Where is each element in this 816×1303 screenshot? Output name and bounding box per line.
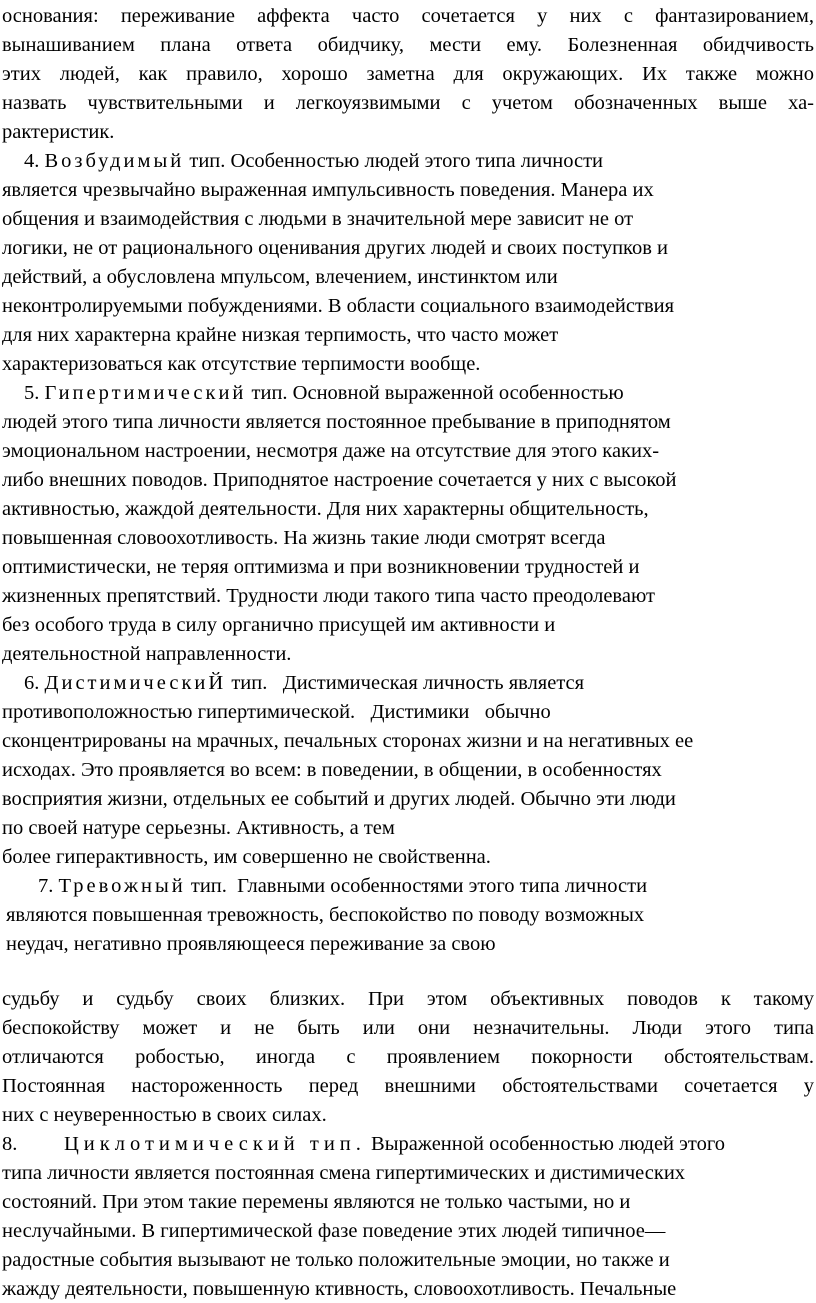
text-line: рактеристик.: [2, 121, 115, 143]
text-line: вынашиванием плана ответа обидчику, мести ему. Болезненная обидчивость: [2, 34, 814, 56]
text-line: эмоциональном настроении, несмотря даже на отсутствие для этого каких-: [2, 440, 660, 462]
section-heading-type-6: [24, 669, 584, 697]
text-line: людей этого типа личности является постоянное пребывание в приподнятом: [2, 411, 671, 433]
text-line: Постоянная настороженность перед внешними обстоятельствами сочетается у: [2, 1075, 814, 1097]
section-heading-type-7: [38, 872, 647, 900]
text-line: отличаются робостью, иногда с проявлением покорности обстоятельствам.: [2, 1046, 814, 1068]
heading-rest: тип. Дистимическая личность является: [226, 672, 585, 694]
text-line: действий, а обусловлена мпульсом, влечением, инстинктом или: [2, 266, 558, 288]
text-line: исходах. Это проявляется во всем: в поведении, в общении, в особенностях: [2, 759, 662, 781]
text-line: по своей натуре серьезны. Активность, а тем: [2, 817, 395, 839]
text-line: более гиперактивность, им совершенно не свойственна.: [2, 846, 491, 868]
text-line: неконтролируемыми побуждениями. В области социального взаимодействия: [2, 295, 675, 317]
text-line: основания: переживание аффекта часто сочетается у них с фантазированием,: [2, 5, 814, 27]
text-line: повышенная словоохотливость. На жизнь такие люди смотрят всегда: [2, 527, 606, 549]
text-line: является чрезвычайно выраженная импульсивность поведения. Манера их: [2, 179, 654, 201]
heading-rest: Выраженной особенностью людей этого: [365, 1133, 726, 1155]
type-name: Возбудимый: [44, 150, 185, 172]
text-line: сконцентрированы на мрачных, печальных сторонах жизни и на негативных ее: [2, 730, 694, 752]
text-line: либо внешних поводов. Приподнятое настроение сочетается у них с высокой: [2, 469, 677, 491]
type-name: Циклотимический тип.: [64, 1133, 366, 1155]
text-line: типа личности является постоянная смена гипертимических и дистимических: [2, 1162, 686, 1184]
section-number: 4.: [24, 150, 40, 172]
text-line: этих людей, как правило, хорошо заметна для окружающих. Их также можно: [2, 63, 814, 85]
section-heading-type-8: [2, 1130, 725, 1158]
text-line: для них характерна крайне низкая терпимость, что часто может: [2, 324, 559, 346]
text-line: противоположностью гипертимической. Дистимики обычно: [2, 701, 551, 723]
section-number: 6.: [24, 672, 40, 694]
text-line: являются повышенная тревожность, беспокойство по поводу возможных: [6, 904, 645, 926]
text-line: деятельностной направленности.: [2, 643, 292, 665]
text-line: радостные события вызывают не только положительные эмоции, но также и: [2, 1249, 670, 1271]
heading-rest: тип. Основной выраженной особенностью: [246, 382, 624, 404]
text-line: неслучайными. В гипертимической фазе поведение этих людей типичное—: [2, 1220, 666, 1242]
text-line: общения и взаимодействия с людьми в значительной мере зависит не от: [2, 208, 634, 230]
text-line: судьбу и судьбу своих близких. При этом объективных поводов к такому: [2, 988, 814, 1010]
section-number: 8.: [2, 1133, 18, 1155]
text-line: беспокойству может и не быть или они незначительны. Люди этого типа: [2, 1017, 814, 1039]
text-line: логики, не от рационального оценивания других людей и своих поступков и: [2, 237, 668, 259]
section-number: 7.: [38, 875, 54, 897]
text-line: них с неуверенностью в своих силах.: [2, 1104, 327, 1126]
heading-rest: тип. Особенностью людей этого типа личности: [184, 150, 604, 172]
text-line: жизненных препятствий. Трудности люди такого типа часто преодолевают: [2, 585, 655, 607]
text-line: неудач, негативно проявляющееся переживание за свою: [6, 933, 496, 955]
text-line: характеризоваться как отсутствие терпимости вообще.: [2, 353, 481, 375]
text-line: состояний. При этом такие перемены являются не только частыми, но и: [2, 1191, 631, 1213]
text-line: назвать чувствительными и легкоуязвимыми с учетом обозначенных выше ха-: [2, 92, 814, 114]
text-line: восприятия жизни, отдельных ее событий и других людей. Обычно эти люди: [2, 788, 676, 810]
section-heading-type-4: [24, 147, 603, 175]
type-name: Гипертимический: [44, 382, 247, 404]
text-line: активностью, жаждой деятельности. Для них характерны общительность,: [2, 498, 649, 520]
section-heading-type-5: [24, 379, 624, 407]
text-line: без особого труда в силу органично присущей им активности и: [2, 614, 556, 636]
text-line: оптимистически, не теряя оптимизма и при возникновении трудностей и: [2, 556, 640, 578]
text-line: жажду деятельности, повышенную ктивность, словоохотливость. Печальные: [2, 1278, 677, 1300]
type-name: Тревожный: [58, 875, 186, 897]
section-number: 5.: [24, 382, 40, 404]
heading-rest: тип. Главными особенностями этого типа личности: [185, 875, 648, 897]
type-name: ДистимическиЙ: [44, 672, 227, 694]
